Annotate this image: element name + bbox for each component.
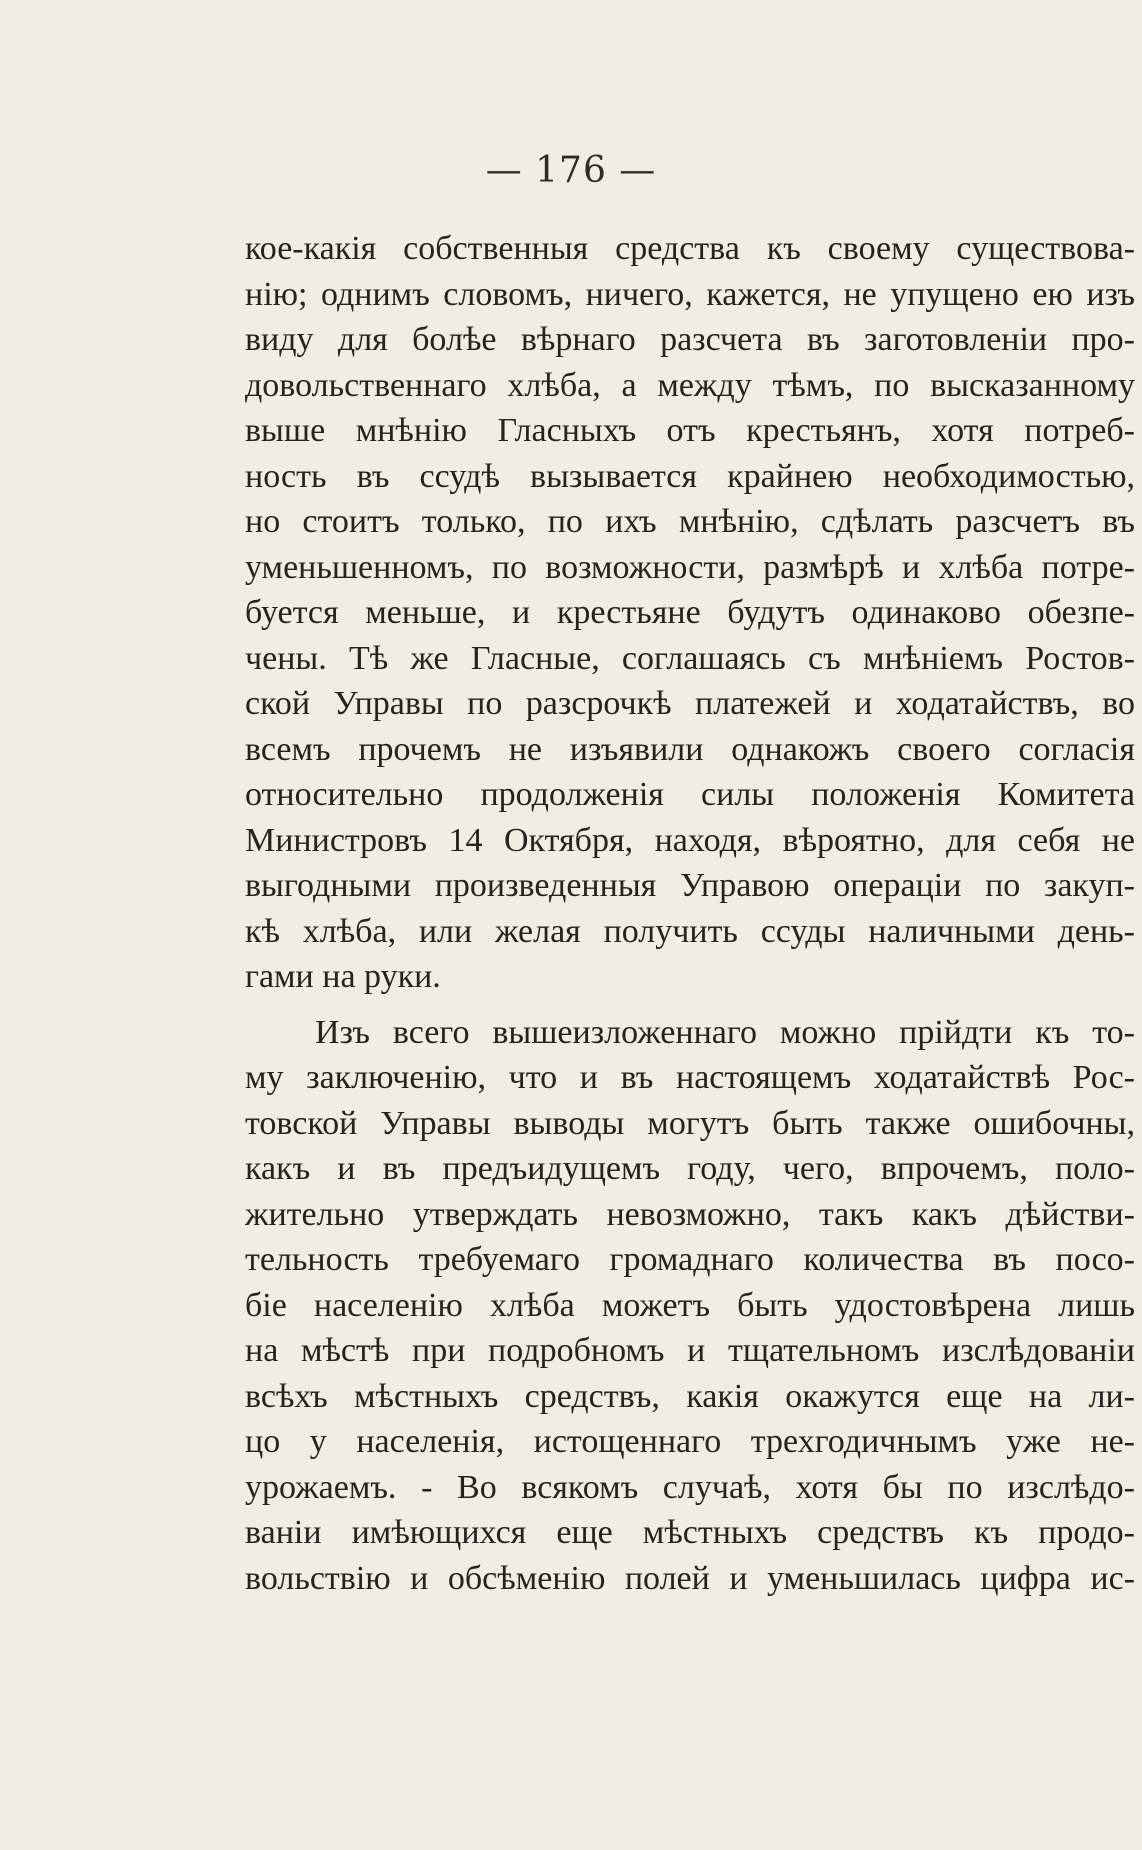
text-line: на мѣстѣ при подробномъ и тщательномъ изслѣдованіи <box>245 1332 1135 1369</box>
text-line: Изъ всего вышеизложеннаго можно прійдти къ то- <box>315 1013 1135 1051</box>
text-line: Министровъ 14 Октября, находя, вѣроятно, для себя не <box>245 821 1135 859</box>
text-line: буется меньше, и крестьяне будутъ одинаково обезпе- <box>245 594 1135 631</box>
text-line: нію; однимъ словомъ, ничего, кажется, не упущено ею изъ <box>245 275 1135 313</box>
paragraph-gap <box>245 1000 1135 1010</box>
paragraph <box>245 226 1135 1000</box>
text-line: выгодными произведенныя Управою операціи по закуп- <box>245 867 1135 904</box>
text-line: какъ и въ предъидущемъ году, чего, впрочемъ, поло- <box>245 1150 1135 1187</box>
text-line: цо у населенія, истощеннаго трехгодичнымъ уже не- <box>245 1423 1135 1460</box>
text-line: вольствію и обсѣменію полей и уменьшилась цифра ис- <box>245 1559 1135 1597</box>
text-line: довольственнаго хлѣба, а между тѣмъ, по высказанному <box>245 366 1135 404</box>
text-line: относительно продолженія силы положенія Комитета <box>245 776 1135 813</box>
text-line: всемъ прочемъ не изъявили однакожъ своего согласія <box>245 730 1135 768</box>
text-line: но стоитъ только, по ихъ мнѣнію, сдѣлать разсчетъ въ <box>245 503 1135 540</box>
text-line: ваніи имѣющихся еще мѣстныхъ средствъ къ продо- <box>245 1514 1135 1551</box>
text-line: выше мнѣнію Гласныхъ отъ крестьянъ, хотя потреб- <box>245 412 1135 449</box>
text-line: уменьшенномъ, по возможности, размѣрѣ и хлѣба потре- <box>245 548 1135 586</box>
text-line: товской Управы выводы могутъ быть также ошибочны, <box>245 1104 1135 1142</box>
text-line: му заключенію, что и въ настоящемъ ходатайствѣ Рос- <box>245 1059 1135 1096</box>
text-line: гами на руки. <box>245 958 441 995</box>
paragraph <box>245 1010 1135 1602</box>
text-line: всѣхъ мѣстныхъ средствъ, какія окажутся еще на ли- <box>245 1377 1135 1415</box>
body-text <box>245 226 1135 1601</box>
text-line: кое-какія собственныя средства къ своему существова- <box>245 230 1135 267</box>
text-line: виду для болѣе вѣрнаго разсчета въ заготовленіи про- <box>245 321 1135 358</box>
text-line: жительно утверждать невозможно, такъ какъ дѣйстви- <box>245 1195 1135 1233</box>
text-line: ской Управы по разсрочкѣ платежей и ходатайствъ, во <box>245 685 1135 722</box>
text-line: ность въ ссудѣ вызывается крайнею необходимостью, <box>245 457 1135 495</box>
page-number: — 176 — <box>485 150 657 191</box>
text-line: біе населенію хлѣба можетъ быть удостовѣрена лишь <box>245 1286 1135 1324</box>
text-line: чены. Тѣ же Гласные, соглашаясь съ мнѣніемъ Ростов- <box>245 639 1135 677</box>
text-line: тельность требуемаго громаднаго количества въ посо- <box>245 1241 1135 1278</box>
text-line: урожаемъ. - Во всякомъ случаѣ, хотя бы по изслѣдо- <box>245 1468 1135 1506</box>
text-line: кѣ хлѣба, или желая получить ссуды наличными день- <box>245 912 1135 950</box>
